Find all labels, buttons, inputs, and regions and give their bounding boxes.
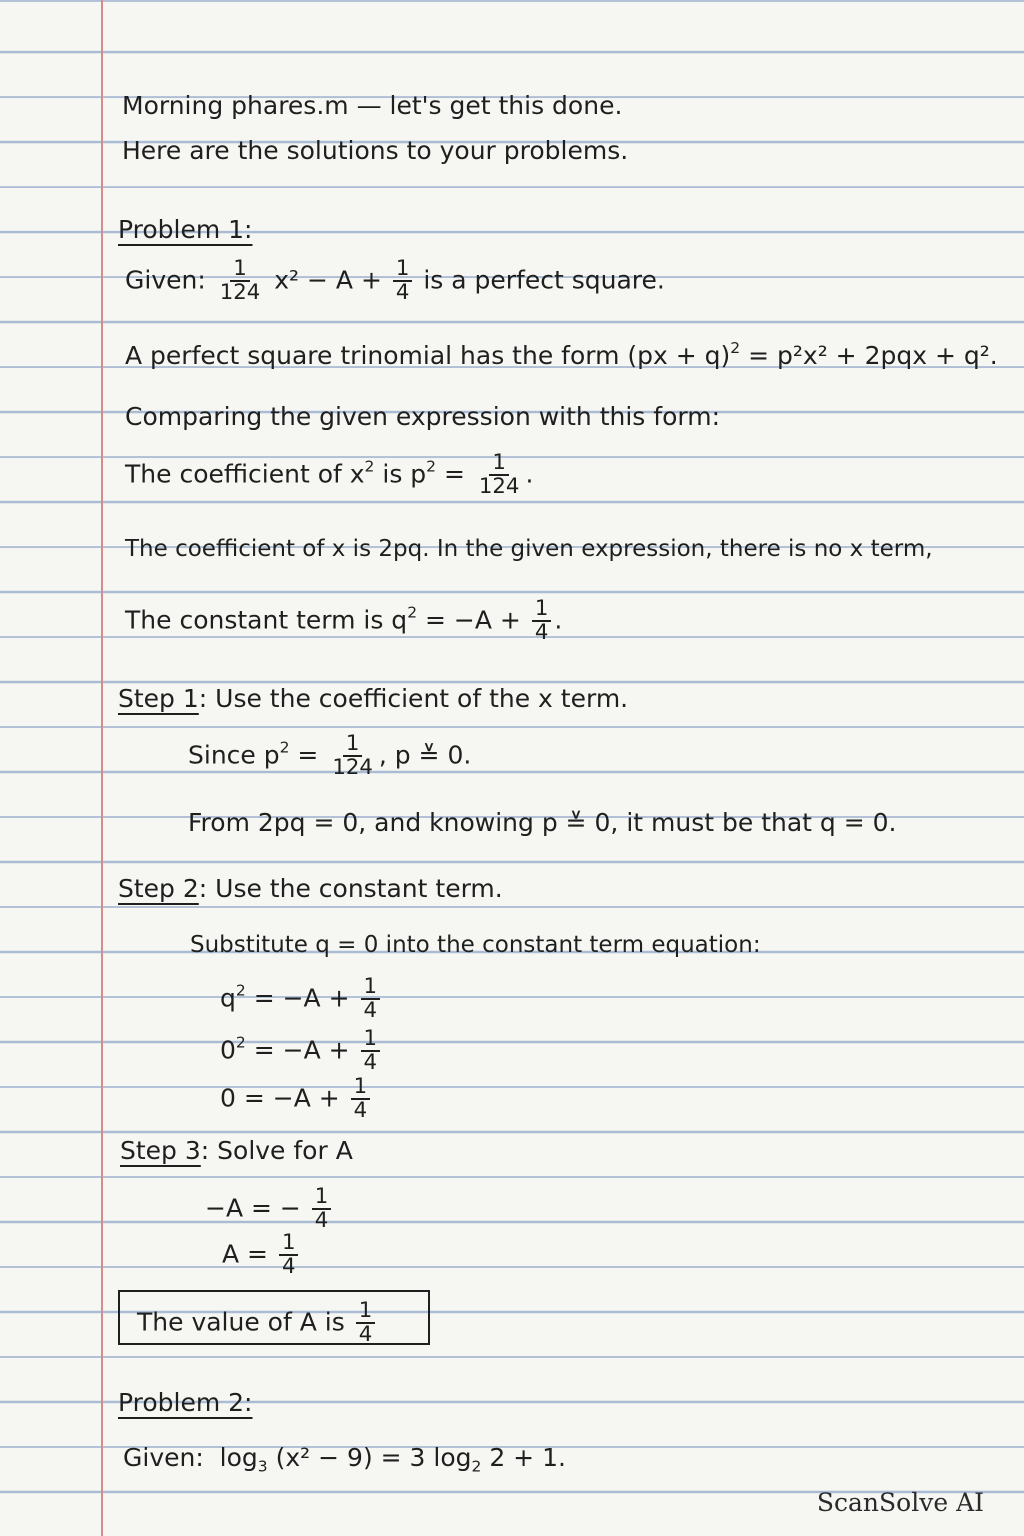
given-tail: is a perfect square. [423, 265, 665, 295]
fraction-1-over-4: $\frac{1}{4}$ [279, 1232, 299, 1279]
log-argument: (x² − 9) = 3 log [275, 1443, 472, 1472]
step-1-label: Step 1 [118, 684, 199, 713]
log-tail: 2 + 1. [489, 1443, 566, 1472]
step-2-line [118, 876, 503, 901]
substitute-line: Substitute q = 0 into the constant term equation: [190, 932, 761, 958]
constant-term-line: The constant term is $q^2 = -A$ + $\frac{1}{4}$ . [125, 596, 563, 646]
step3-eq2-lhs: A = [222, 1239, 268, 1269]
fraction-1-over-4: $\frac{1}{4}$ [393, 258, 413, 305]
form-rhs: = p²x² + 2pqx + q². [748, 341, 998, 370]
fraction-1-over-124: $\frac{1}{124}$ [332, 731, 373, 781]
coef-x2-pre: The coefficient of x [125, 459, 365, 489]
given-x2-term: x² − A + [274, 265, 382, 295]
fraction-1-over-4: $\frac{1}{4}$ [351, 1076, 371, 1123]
fraction-1-over-124: $\frac{1}{124}$ [219, 256, 261, 306]
given-label: Given: [125, 265, 206, 295]
step-3-line [120, 1138, 353, 1163]
step-2-title: : Use the constant term. [198, 874, 503, 903]
step-3-label: Step 3 [120, 1136, 201, 1165]
answer-text: The value of A is [137, 1307, 345, 1337]
comparing-line: Comparing the given expression with this form: [125, 402, 720, 431]
form-text: A perfect square trinomial has the form [125, 341, 620, 370]
greeting-line-1: Morning phares.m — let's get this done. [122, 91, 623, 120]
fraction-1-over-4: $\frac{1}{4}$ [356, 1300, 376, 1347]
fraction-1-over-124: $\frac{1}{124}$ [478, 450, 520, 500]
coef-x2-mid: is p [382, 459, 427, 489]
since-post: , p ≚ 0. [378, 740, 472, 770]
eq1-rhs: = −A + [253, 983, 350, 1013]
greeting-line-2: Here are the solutions to your problems. [122, 136, 629, 165]
perfect-square-form: A perfect square trinomial has the form (px + q)$^2$ = p²x² + 2pqx + q². [125, 339, 998, 370]
since-pre: Since p [188, 740, 280, 770]
fraction-1-over-4: $\frac{1}{4}$ [532, 598, 552, 645]
const-eq: = −A + [425, 605, 521, 635]
since-line: Since $p^2$ = $\frac{1}{124}$ , p ≚ 0. [188, 731, 472, 781]
problem-1-heading: Problem 1: [118, 215, 253, 244]
fraction-1-over-4: $\frac{1}{4}$ [361, 976, 381, 1023]
problem-1-given [125, 258, 665, 305]
form-lhs: (px + q) [627, 341, 731, 370]
step3-eq1-lhs: −A = − [205, 1193, 301, 1223]
eq2-rhs: = −A + [253, 1035, 350, 1065]
eq3-lhs: 0 [220, 1083, 236, 1113]
step-3-equation-2 [222, 1232, 301, 1279]
problem-2-heading: Problem 2: [118, 1388, 253, 1417]
step-2-equation-3 [220, 1076, 373, 1123]
log-a: log [219, 1443, 258, 1472]
problem-2-given [123, 1443, 566, 1476]
eq1-lhs: q [220, 983, 236, 1013]
eq2-lhs: 0 [220, 1035, 236, 1065]
coefficient-x2-line: The coefficient of $x^2$ is $p^2$ = $\frac{1}{124}$ . [125, 450, 534, 500]
coefficient-x-line: The coefficient of x is 2pq. In the given expression, there is no x term, [125, 536, 933, 562]
fraction-1-over-4: $\frac{1}{4}$ [361, 1028, 381, 1075]
step-1-line [118, 686, 628, 711]
step-3-title: : Solve for A [200, 1136, 353, 1165]
step-2-equation-2: $0^2 = -A$ + $\frac{1}{4}$ [220, 1028, 383, 1075]
log-base-2: 2 [471, 1457, 482, 1476]
problem-2-given-label: Given: [123, 1443, 204, 1472]
from-line: From 2pq = 0, and knowing p ≚ 0, it must be that q = 0. [188, 808, 897, 837]
eq3-rhs: = −A + [243, 1083, 340, 1113]
const-pre: The constant term is q [125, 605, 408, 635]
margin-line [101, 0, 103, 1536]
step-2-equation-1: $q^2 = -A$ + $\frac{1}{4}$ [220, 976, 383, 1023]
fraction-1-over-4: $\frac{1}{4}$ [312, 1186, 332, 1233]
answer-line [137, 1300, 378, 1347]
step-3-equation-1 [205, 1186, 334, 1233]
scansolve-watermark: ScanSolve AI [816, 1488, 984, 1517]
step-2-label: Step 2 [118, 874, 199, 903]
step-1-title: : Use the coefficient of the x term. [198, 684, 629, 713]
log-base-3: 3 [257, 1457, 268, 1476]
